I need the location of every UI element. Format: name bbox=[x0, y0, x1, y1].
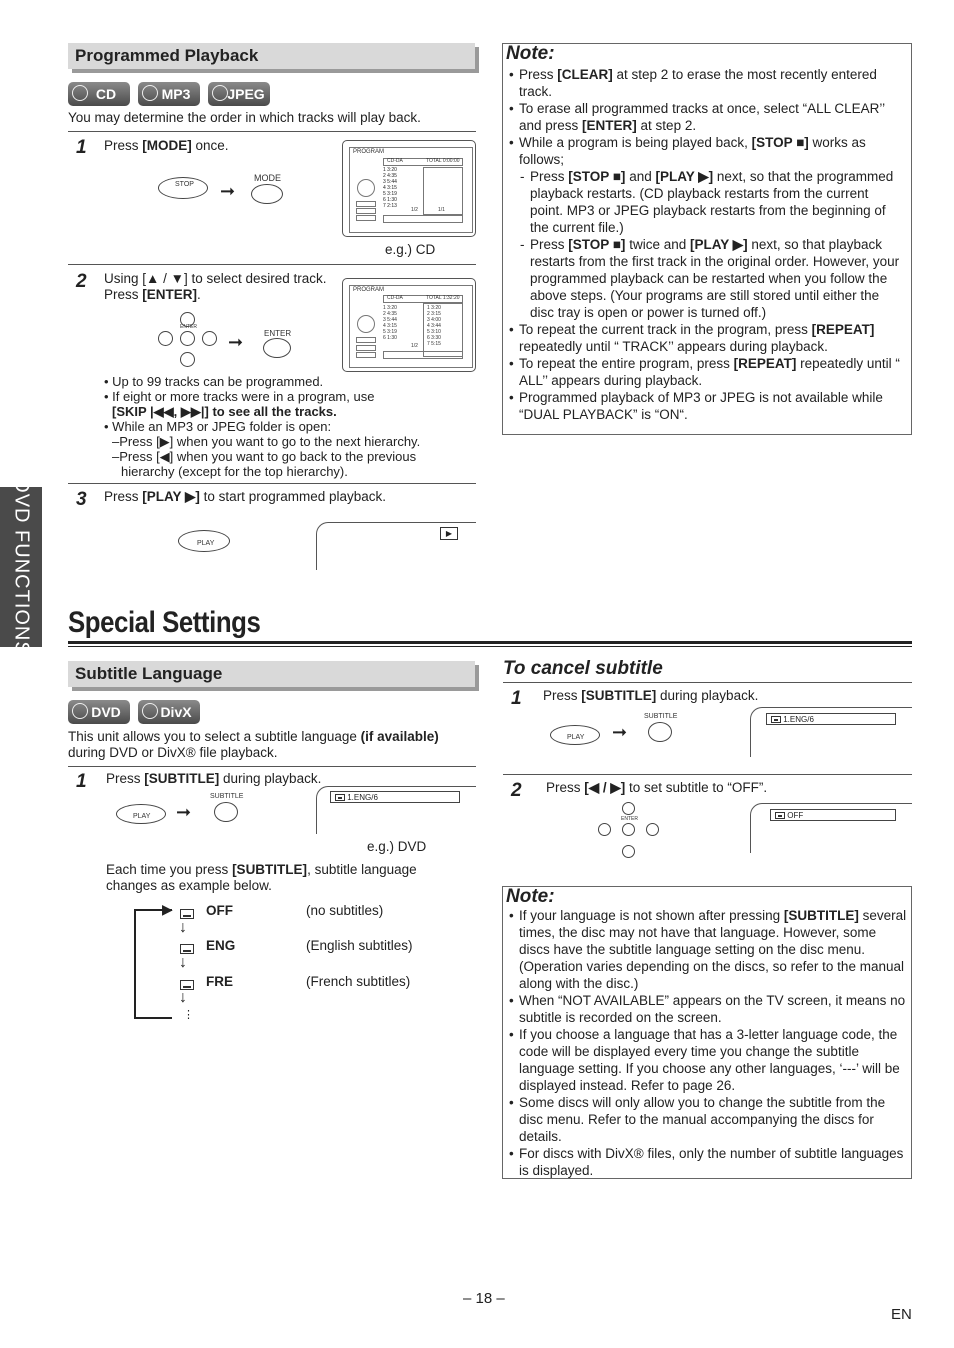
arrow-down-icon: ↓ bbox=[179, 989, 187, 1006]
subtitle-icon bbox=[335, 794, 345, 801]
page-number: – 18 – bbox=[463, 1290, 505, 1307]
subtitle-icon bbox=[771, 716, 781, 723]
cycle-row: FRE (French subtitles) bbox=[180, 974, 460, 990]
subtitle-icon bbox=[180, 980, 194, 990]
enter-button-illustration bbox=[263, 338, 291, 358]
cancel-step2-text: Press [◀ / ▶] to set subtitle to “OFF”. bbox=[546, 780, 768, 795]
program-screen-1: PROGRAM CD-DA TOTAL 0:00:00 1 3:20 2 4:35 3 5:44 4 3:15 5 3:19 6 1:30 7 2:13 1/2 1/1 bbox=[342, 140, 476, 237]
note1-list: • Press [CLEAR] at step 2 to erase the most recently entered track. • To erase all programmed tracks at once, select “ALL CLEAR’’ and press [ENTER] at step 2. • While a program is being played back, [STOP ■] works as follows; - Press [STOP ■] and [PLAY ▶] next, so that the programmed playback restarts. (CD playback restarts from the current point. MP3 or JPEG playback restarts from the beginning of the current file.) - Press [STOP ■] twice and [PLAY ▶] next, so that playback restarts from the first track in the original order. However, your programmed playback can be restarted when you follow the above steps. (Your programs are still stored until either the disc tray is open or power is turned off.) • To repeat the current track in the program, press [REPEAT] repeatedly until “ TRACK’’ appears during playback. • To repeat the entire program, press [REPEAT] repeatedly until “ ALL’’ appears during playback. • Programmed playback of MP3 or JPEG is not available while “DUAL PLAYBACK” is “ON“. bbox=[506, 66, 904, 423]
enter-small-button-illustration bbox=[180, 331, 195, 346]
osd-subtitle: 1.ENG/6 bbox=[330, 791, 460, 803]
mp3-logo: MP3 bbox=[138, 82, 200, 106]
step-number: 3 bbox=[76, 489, 87, 510]
divider bbox=[68, 766, 476, 767]
language-code: EN bbox=[891, 1306, 912, 1323]
jpeg-logo: JPEG bbox=[208, 82, 270, 106]
title-rule bbox=[68, 641, 912, 644]
arrow-icon: ➞ bbox=[220, 181, 236, 201]
step2-line2: Press [ENTER]. bbox=[104, 287, 201, 302]
subtitle-label: SUBTITLE bbox=[210, 793, 244, 800]
arrow-down-icon: ↓ bbox=[179, 954, 187, 971]
step3-text: Press [PLAY ▶] to start programmed playback. bbox=[104, 489, 387, 504]
page-title: Special Settings bbox=[68, 606, 261, 639]
section-banner-subtitle bbox=[68, 661, 475, 687]
divider bbox=[503, 682, 912, 683]
step2-line1: Using [▲ / ▼] to select desired track. bbox=[104, 271, 327, 286]
step1-text: Press [MODE] once. bbox=[104, 138, 229, 153]
note-title: Note: bbox=[506, 886, 555, 907]
stop-label: STOP bbox=[175, 181, 194, 188]
screen-track-list: 1 3:20 2 4:35 3 5:44 4 3:15 5 3:19 6 1:30 7 2:13 bbox=[383, 167, 397, 209]
arrow-right-icon: ▶ bbox=[162, 901, 173, 917]
arrow-down-icon: ↓ bbox=[179, 919, 187, 936]
divider bbox=[68, 264, 476, 265]
side-tab-label: DVD FUNCTIONS bbox=[10, 478, 33, 656]
title-rule-thin bbox=[68, 646, 912, 647]
subtitle-icon bbox=[180, 909, 194, 919]
enter-label: ENTER bbox=[264, 329, 292, 338]
step-number: 1 bbox=[76, 771, 87, 792]
left-button-illustration bbox=[598, 823, 611, 836]
mode-button-illustration bbox=[251, 184, 283, 204]
step-number: 1 bbox=[511, 688, 522, 709]
step-number: 1 bbox=[76, 137, 87, 158]
down-button-illustration bbox=[180, 352, 195, 367]
subtitle-cycle-intro: Each time you press [SUBTITLE], subtitle language changes as example below. bbox=[106, 862, 417, 893]
cycle-row: ENG (English subtitles) bbox=[180, 938, 460, 954]
subtitle-icon bbox=[180, 944, 194, 954]
down-button-illustration bbox=[622, 845, 635, 858]
step-number: 2 bbox=[76, 271, 87, 292]
format-logos bbox=[68, 82, 270, 106]
ellipsis-icon: ⋮ bbox=[183, 1009, 194, 1021]
subtitle-icon bbox=[775, 812, 785, 819]
play-icon: ▶ bbox=[440, 527, 458, 540]
note-title: Note: bbox=[506, 43, 555, 64]
section-banner-programmed bbox=[68, 43, 475, 69]
divider bbox=[68, 483, 476, 484]
arrow-icon: ➞ bbox=[228, 332, 244, 352]
example-caption-dvd: e.g.) DVD bbox=[367, 839, 427, 854]
cd-logo: CD bbox=[68, 82, 130, 106]
format-logos bbox=[68, 700, 200, 724]
divx-logo: DivX bbox=[138, 700, 200, 724]
step-number: 2 bbox=[511, 780, 522, 801]
subtitle-step1-text: Press [SUBTITLE] during playback. bbox=[106, 771, 322, 786]
play-label: PLAY bbox=[197, 540, 215, 547]
subtitle-button-illustration bbox=[648, 722, 672, 742]
programmed-intro: You may determine the order in which tracks will play back. bbox=[68, 110, 421, 125]
divider bbox=[503, 774, 912, 775]
right-button-illustration bbox=[202, 331, 217, 346]
arrow-icon: ➞ bbox=[176, 802, 192, 822]
up-button-illustration bbox=[622, 802, 635, 815]
enter-small-button-illustration bbox=[622, 823, 635, 836]
program-screen-2: PROGRAM CD-DA TOTAL 1:32:20 1 3:20 2 4:35 3 5:44 4 3:15 5 3:19 6 1:30 1 3:20 2 3:15 3 4:00 4 3:44 5 3:10 6 3:30 7 5:15 1/2 bbox=[342, 278, 476, 372]
cancel-heading: To cancel subtitle bbox=[503, 658, 663, 679]
example-caption-cd: e.g.) CD bbox=[385, 242, 436, 257]
note2-list: • If your language is not shown after pressing [SUBTITLE] several times, the disc may not have that language. However, some discs have the subtitle language setting on the disc menu. (Operation varies depending on the discs, so refer to the manual along with the disc.) • When “NOT AVAILABLE” appears on the TV screen, it means no subtitle is recorded on the screen. • If you choose a language that has a 3-letter language code, the code will be displayed every time you change the subtitle language setting. If you choose any other languages, ‘---’ will be displayed instead. Refer to page 26. • Some discs will only allow you to change the subtitle from the disc menu. Refer to the manual accompanying the discs for details. • For discs with DivX® files, only the number of subtitle languages is displayed. bbox=[506, 907, 908, 1179]
cancel-step1-text: Press [SUBTITLE] during playback. bbox=[543, 688, 759, 703]
subtitle-button-illustration bbox=[214, 802, 238, 822]
cycle-bracket bbox=[134, 909, 172, 1019]
divider bbox=[68, 131, 476, 132]
mode-label: MODE bbox=[254, 173, 281, 183]
arrow-icon: ➞ bbox=[612, 722, 628, 742]
step2-bullets: • Up to 99 tracks can be programmed. • If eight or more tracks were in a program, use [SKIP |◀◀, ▶▶|] to see all the tracks. • While an MP3 or JPEG folder is open: –Press [▶] when you want to go to the next hierarchy. –Press [◀] when you want to go back to the previous hierarchy (except for the top hierarchy). bbox=[104, 374, 421, 479]
dvd-logo: DVD bbox=[68, 700, 130, 724]
osd-subtitle-off: OFF bbox=[770, 809, 896, 821]
subtitle-title: Subtitle Language bbox=[75, 664, 223, 683]
osd-subtitle: 1.ENG/6 bbox=[766, 713, 896, 725]
programmed-title: Programmed Playback bbox=[75, 46, 259, 65]
left-button-illustration bbox=[158, 331, 173, 346]
subtitle-intro: This unit allows you to select a subtitle language (if available) during DVD or DivX® file playback. bbox=[68, 729, 439, 760]
cycle-row: OFF (no subtitles) bbox=[180, 903, 460, 919]
right-button-illustration bbox=[646, 823, 659, 836]
